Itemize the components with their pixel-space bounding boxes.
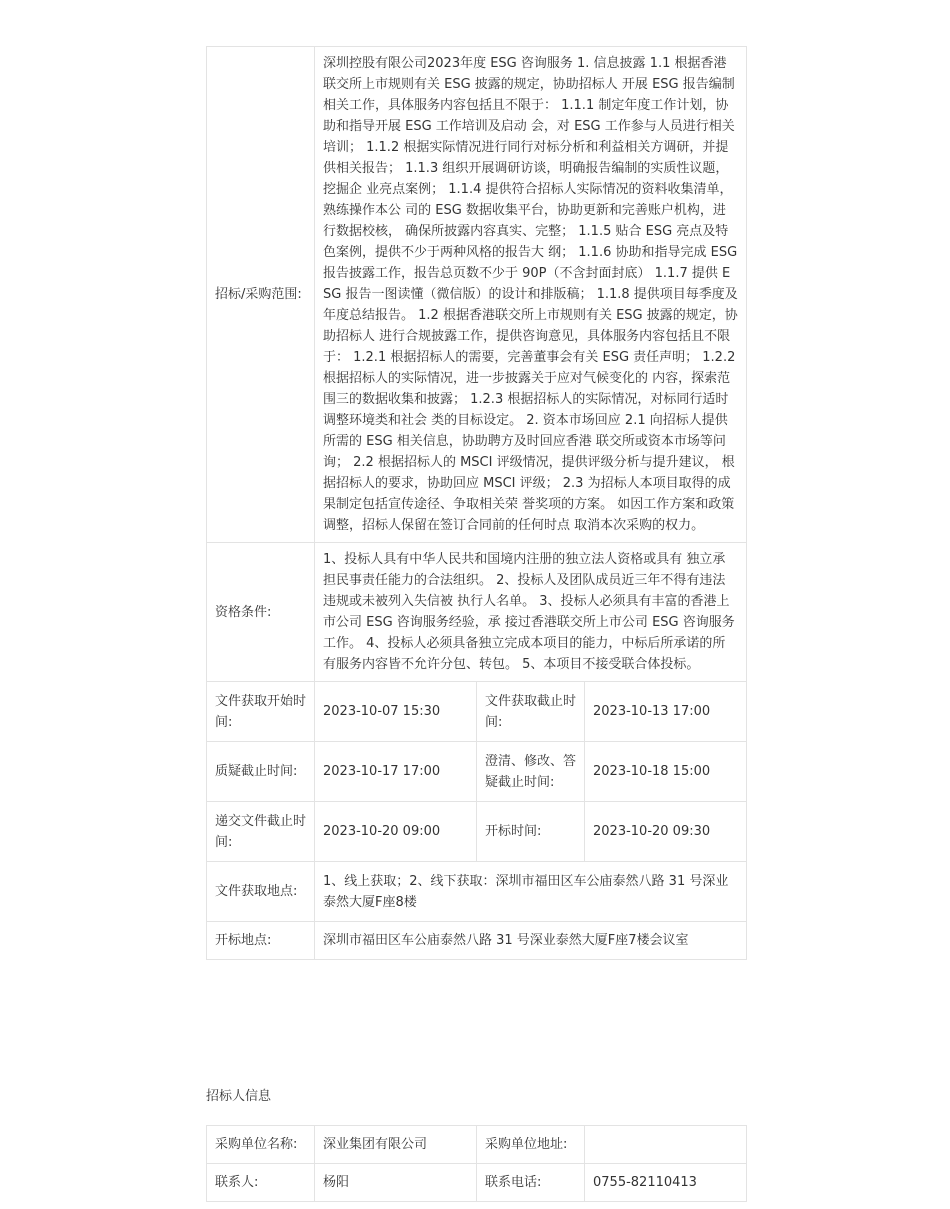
clarify-deadline-label: 澄清、修改、答疑截止时间:: [477, 742, 585, 802]
doc-end-label: 文件获取截止时间:: [477, 682, 585, 742]
scope-label: 招标/采购范围:: [207, 47, 315, 543]
doc-location-value: 1、线上获取；2、线下获取：深圳市福田区车公庙泰然八路 31 号深业泰然大厦F座8楼: [315, 862, 747, 922]
scope-row: [207, 47, 747, 543]
scope-value: 深圳控股有限公司2023年度 ESG 咨询服务 1. 信息披露 1.1 根据香港联交所上市规则有关 ESG 披露的规定，协助招标人 开展 ESG 报告编制相关工作，具体服务内容包括且不限于： 1.1.1 制定年度工作计划，协助和指导开展 ESG 工作培训及启动 会，对 ESG 工作参与人员进行相关培训； 1.1.2 根据实际情况进行同行对标分析和利益相关方调研，并提 供相关报告； 1.1.3 组织开展调研访谈，明确报告编制的实质性议题，挖掘企 业亮点案例； 1.1.4 提供符合招标人实际情况的资料收集清单，熟练操作本公 司的 ESG 数据收集平台，协助更新和完善账户机构，进行数据校核， 确保所披露内容真实、完整； 1.1.5 贴合 ESG 亮点及特色案例，提供不少于两种风格的报告大 纲； 1.1.6 协助和指导完成 ESG 报告披露工作，报告总页数不少于 90P（不含封面封底） 1.1.7 提供 ESG 报告一图读懂（微信版）的设计和排版稿； 1.1.8 提供项目每季度及年度总结报告。 1.2 根据香港联交所上市规则有关 ESG 披露的规定，协助招标人 进行合规披露工作，提供咨询意见，具体服务内容包括且不限于： 1.2.1 根据招标人的需要，完善董事会有关 ESG 责任声明； 1.2.2 根据招标人的实际情况，进一步披露关于应对气候变化的 内容，探索范围三的数据收集和披露； 1.2.3 根据招标人的实际情况，对标同行适时调整环境类和社会 类的目标设定。 2. 资本市场回应 2.1 向招标人提供所需的 ESG 相关信息，协助聘方及时回应香港 联交所或资本市场等问询； 2.2 根据招标人的 MSCI 评级情况，提供评级分析与提升建议， 根据招标人的要求，协助回应 MSCI 评级； 2.3 为招标人本项目取得的成果制定包括宣传途径、争取相关荣 誉奖项的方案。 如因工作方案和政策调整，招标人保留在签订合同前的任何时点 取消本次采购的权力。: [315, 47, 747, 543]
unit-address-value: [585, 1126, 747, 1164]
unit-name-label: 采购单位名称:: [207, 1126, 315, 1164]
doc-location-row: [207, 862, 747, 922]
opening-time-label: 开标时间:: [477, 802, 585, 862]
bidder-info-table: [206, 1125, 747, 1202]
phone-label: 联系电话:: [477, 1164, 585, 1202]
query-deadline-label: 质疑截止时间:: [207, 742, 315, 802]
qualification-label: 资格条件:: [207, 543, 315, 682]
opening-time-value: 2023-10-20 09:30: [585, 802, 747, 862]
opening-location-label: 开标地点:: [207, 922, 315, 960]
deadline-row: [207, 742, 747, 802]
clarify-deadline-value: 2023-10-18 15:00: [585, 742, 747, 802]
phone-value: 0755-82110413: [585, 1164, 747, 1202]
bidder-contact-row: [207, 1164, 747, 1202]
contact-label: 联系人:: [207, 1164, 315, 1202]
query-deadline-value: 2023-10-17 17:00: [315, 742, 477, 802]
qualification-value: 1、投标人具有中华人民共和国境内注册的独立法人资格或具有 独立承担民事责任能力的合法组织。 2、投标人及团队成员近三年不得有违法违规或未被列入失信被 执行人名单。 3、投标人必须具有丰富的香港上市公司 ESG 咨询服务经验，承 接过香港联交所上市公司 ESG 咨询服务工作。 4、投标人必须具备独立完成本项目的能力，中标后所承诺的所 有服务内容皆不允许分包、转包。 5、本项目不接受联合体投标。: [315, 543, 747, 682]
unit-name-value: 深业集团有限公司: [315, 1126, 477, 1164]
contact-value: 杨阳: [315, 1164, 477, 1202]
submit-row: [207, 802, 747, 862]
doc-end-value: 2023-10-13 17:00: [585, 682, 747, 742]
bidder-unit-row: [207, 1126, 747, 1164]
doc-location-label: 文件获取地点:: [207, 862, 315, 922]
doc-start-value: 2023-10-07 15:30: [315, 682, 477, 742]
doc-time-row: [207, 682, 747, 742]
qualification-row: [207, 543, 747, 682]
unit-address-label: 采购单位地址:: [477, 1126, 585, 1164]
bidder-info-heading: 招标人信息: [206, 1089, 272, 1104]
tender-details-table: [206, 46, 747, 960]
opening-location-row: [207, 922, 747, 960]
opening-location-value: 深圳市福田区车公庙泰然八路 31 号深业泰然大厦F座7楼会议室: [315, 922, 747, 960]
submit-deadline-label: 递交文件截止时间:: [207, 802, 315, 862]
submit-deadline-value: 2023-10-20 09:00: [315, 802, 477, 862]
doc-start-label: 文件获取开始时间:: [207, 682, 315, 742]
